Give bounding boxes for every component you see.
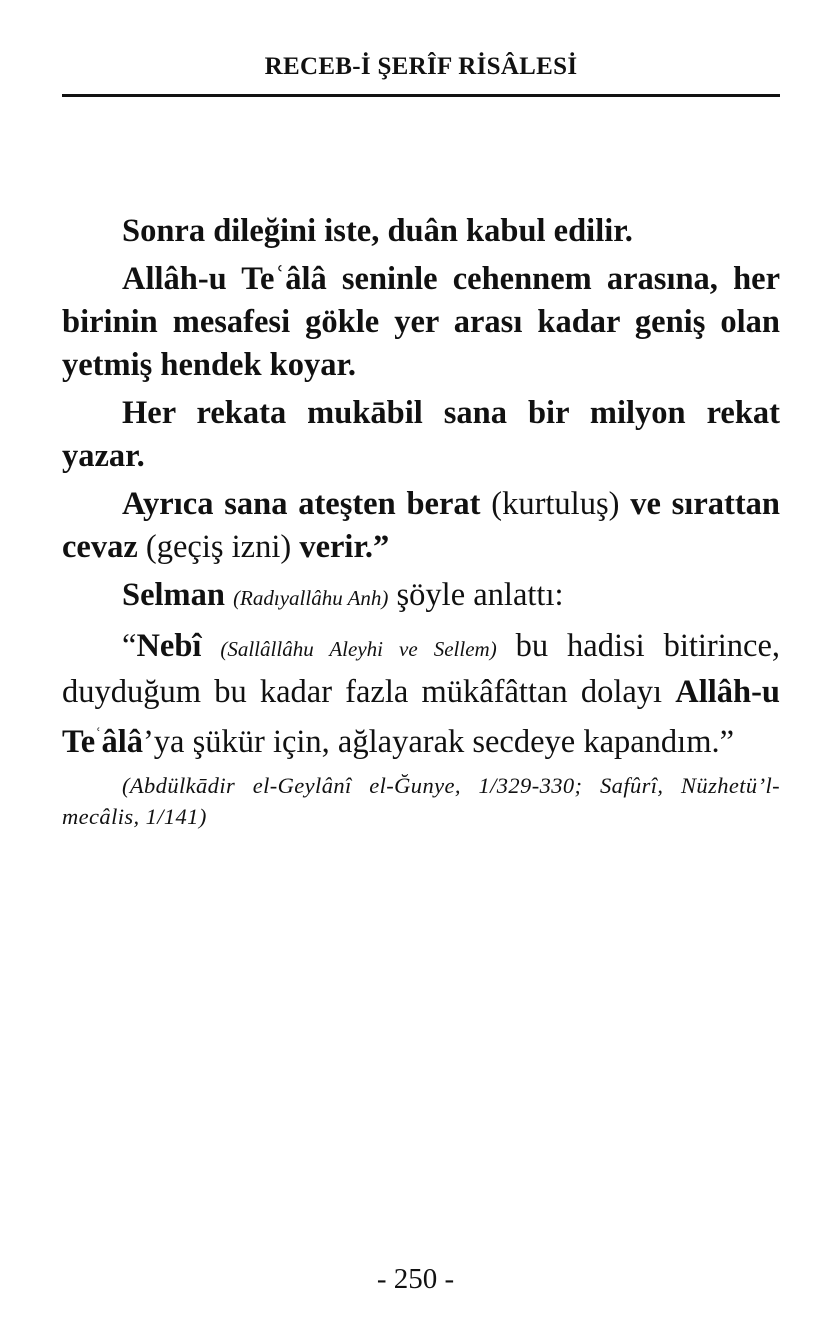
paragraph-4-gloss-1: (kurtuluş) <box>480 486 631 522</box>
running-head-title: RECEB-İ ŞERÎF RİSÂLESİ <box>264 53 578 80</box>
open-quote: “ <box>122 628 137 664</box>
narrator-honorific: (Radıyallâhu Anh) <box>233 586 389 610</box>
allah-name-b: âlâ <box>101 724 143 760</box>
paragraph-6-text-2: ’ya şükür için, ağlayarak secdeye kapandım.” <box>142 724 735 760</box>
citation: (Abdülkādir el-Geylânî el-Ğunye, 1/329-330; Safûrî, Nüzhetü’l-mecâlis, 1/141) <box>62 773 780 829</box>
ayin-mark: ʿ <box>95 725 102 746</box>
paragraph-3 <box>62 392 780 478</box>
page-number: - 250 - <box>376 1263 455 1295</box>
paragraph-1-text: Sonra dileğini iste, duân kabul edilir. <box>122 213 633 249</box>
paragraph-4-bold-2: ve sırattan cevaz <box>62 486 780 565</box>
paragraph-2-text: Allâh-u Teʿâlâ seninle cehennem arasına, her birinin mesafesi gökle yer arası kadar geniş olan yetmiş hendek koyar. <box>62 261 780 383</box>
allah-name-a: Allâh-u Te <box>62 674 780 760</box>
paragraph-5 <box>62 574 780 620</box>
paragraph-1 <box>62 210 780 253</box>
paragraph-3-text: Her rekata mukābil sana bir milyon rekat yazar. <box>62 395 780 474</box>
paragraph-6 <box>62 625 780 764</box>
paragraph-6-text-1: bu hadisi bitirince, duyduğum bu kadar fazla mükâfâttan dolayı <box>62 628 780 710</box>
nebi-name: Nebî <box>136 628 202 664</box>
paragraph-4-bold-3: verir.” <box>299 529 390 565</box>
header-rule <box>62 94 780 97</box>
nebi-honorific: (Sallâllâhu Aleyhi ve Sellem) <box>220 637 497 661</box>
narrator-name: Selman <box>122 577 225 613</box>
paragraph-5-rest: şöyle anlattı: <box>388 577 564 613</box>
paragraph-4-bold-1: Ayrıca sana ateşten berat <box>122 486 481 522</box>
paragraph-2 <box>62 258 780 387</box>
body-text <box>62 210 780 832</box>
paragraph-4-gloss-2: (geçiş izni) <box>137 529 300 565</box>
paragraph-4 <box>62 483 780 569</box>
